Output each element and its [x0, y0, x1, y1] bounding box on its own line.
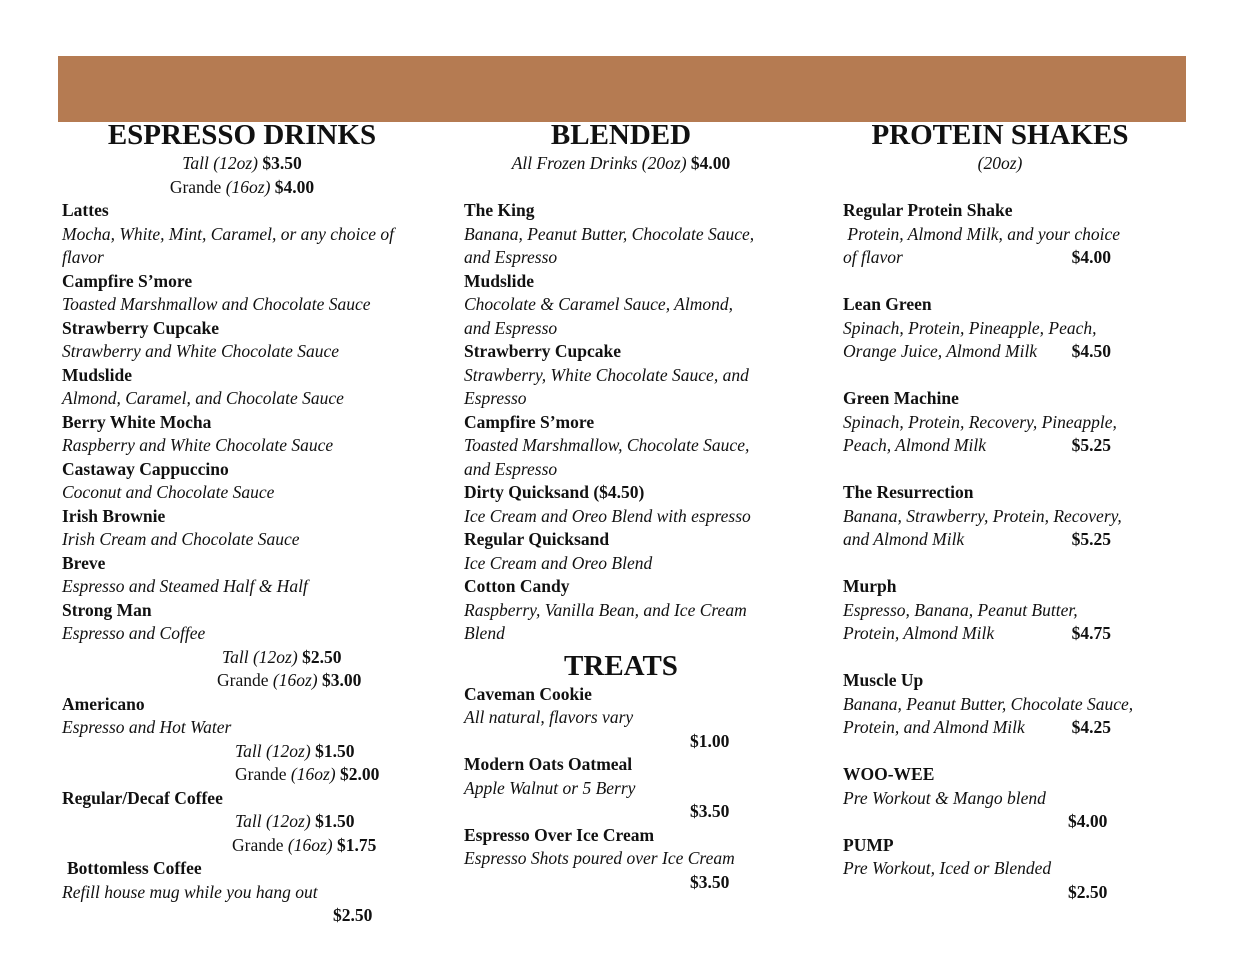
americano-tall-price: Tall (12oz) $1.50	[235, 740, 355, 761]
muscle-up-price: $4.25	[1071, 717, 1111, 737]
bottomless-coffee-price: $2.50	[333, 905, 373, 925]
blended-subtitle: All Frozen Drinks (20oz) $4.00	[511, 153, 731, 173]
menu-item-lattes: Lattes Mocha, White, Mint, Caramel, or any choice of flavor	[62, 200, 394, 267]
menu-item-regular-protein-shake: Regular Protein Shake Protein, Almond Milk, and your choice of flavor $4.00	[843, 199, 1173, 270]
menu-item-irish-brownie: Irish Brownie Irish Cream and Chocolate Sauce	[62, 505, 300, 549]
menu-item-breve: Breve Espresso and Steamed Half & Half	[62, 552, 308, 596]
espresso-column	[62, 118, 422, 928]
blended-column	[464, 118, 794, 894]
menu-item-berry-white-mocha: Berry White Mocha Raspberry and White Chocolate Sauce	[62, 411, 334, 455]
protein-subtitle: (20oz)	[977, 153, 1023, 173]
menu-item-strong-man: Strong Man Espresso and Coffee	[62, 599, 206, 643]
blended-title: BLENDED	[550, 119, 692, 151]
americano-grande-price: Grande (16oz) $2.00	[235, 764, 380, 784]
menu-item-the-resurrection: The Resurrection Banana, Strawberry, Protein, Recovery, and Almond Milk $5.25	[843, 481, 1173, 552]
espresso-title: ESPRESSO DRINKS	[107, 119, 377, 151]
menu-item-blended-strawberry-cupcake: Strawberry Cupcake Strawberry, White Chocolate Sauce, and Espresso	[464, 341, 749, 408]
espresso-over-ice-cream-price: $3.50	[690, 871, 730, 892]
strong-man-grande-price: Grande (16oz) $3.00	[217, 670, 362, 690]
menu-item-regular-quicksand: Regular Quicksand Ice Cream and Oreo Blend	[464, 529, 653, 573]
menu-item-espresso-over-ice-cream: Espresso Over Ice Cream Espresso Shots poured over Ice Cream $3.50	[464, 824, 794, 895]
menu-item-modern-oats-oatmeal: Modern Oats Oatmeal Apple Walnut or 5 Berry $3.50	[464, 753, 794, 824]
menu-item-pump: PUMP Pre Workout, Iced or Blended $2.50	[843, 834, 1173, 905]
menu-item-blended-campfire-smore: Campfire S’more Toasted Marshmallow, Chocolate Sauce, and Espresso	[464, 411, 750, 479]
menu-item-castaway-cappuccino: Castaway Cappuccino Coconut and Chocolate Sauce	[62, 458, 275, 502]
protein-title: PROTEIN SHAKES	[871, 119, 1129, 151]
green-machine-price: $5.25	[1071, 435, 1111, 455]
treats-title: TREATS	[564, 649, 678, 682]
menu-item-strawberry-cupcake: Strawberry Cupcake Strawberry and White Chocolate Sauce	[62, 317, 340, 361]
menu-item-cotton-candy: Cotton Candy Raspberry, Vanilla Bean, and Ice Cream Blend	[464, 576, 747, 643]
menu-item-woo-wee: WOO-WEE Pre Workout & Mango blend $4.00	[843, 763, 1173, 834]
menu-item-bottomless-coffee: Bottomless Coffee Refill house mug while you hang out	[62, 858, 318, 902]
lean-green-price: $4.50	[1071, 341, 1111, 361]
header-banner	[58, 56, 1186, 122]
menu-item-mudslide: Mudslide Almond, Caramel, and Chocolate Sauce	[62, 364, 344, 408]
menu-item-caveman-cookie: Caveman Cookie All natural, flavors vary $1.00	[464, 683, 794, 754]
murph-price: $4.75	[1071, 623, 1111, 643]
protein-column	[843, 118, 1173, 904]
menu-item-regular-decaf-coffee: Regular/Decaf Coffee	[62, 787, 223, 808]
menu-item-the-king: The King Banana, Peanut Butter, Chocolate Sauce, and Espresso	[464, 200, 755, 267]
coffee-grande-price: Grande (16oz) $1.75	[232, 834, 377, 855]
pump-price: $2.50	[1068, 881, 1108, 902]
menu-item-murph: Murph Espresso, Banana, Peanut Butter, Protein, Almond Milk $4.75	[843, 575, 1173, 646]
menu-item-blended-mudslide: Mudslide Chocolate & Caramel Sauce, Almond, and Espresso	[464, 270, 733, 338]
espresso-grande-price: Grande (16oz) $4.00	[169, 176, 315, 197]
menu-item-muscle-up: Muscle Up Banana, Peanut Butter, Chocolate Sauce, Protein, and Almond Milk $4.25	[843, 669, 1173, 740]
the-resurrection-price: $5.25	[1071, 529, 1111, 549]
menu-item-campfire-smore: Campfire S’more Toasted Marshmallow and Chocolate Sauce	[62, 270, 371, 314]
coffee-tall-price: Tall (12oz) $1.50	[235, 811, 355, 831]
menu-item-americano: Americano Espresso and Hot Water	[62, 693, 232, 737]
oatmeal-price: $3.50	[690, 801, 730, 821]
caveman-cookie-price: $1.00	[690, 730, 730, 751]
menu-item-green-machine: Green Machine Spinach, Protein, Recovery, Pineapple, Peach, Almond Milk $5.25	[843, 387, 1173, 458]
menu-item-dirty-quicksand: Dirty Quicksand ($4.50) Ice Cream and Oreo Blend with espresso	[464, 482, 751, 526]
woo-wee-price: $4.00	[1068, 811, 1108, 831]
regular-protein-shake-price: $4.00	[1071, 247, 1111, 267]
menu-item-lean-green: Lean Green Spinach, Protein, Pineapple, Peach, Orange Juice, Almond Milk $4.50	[843, 293, 1173, 364]
espresso-tall-price: Tall (12oz) $3.50	[182, 153, 302, 173]
strong-man-tall-price: Tall (12oz) $2.50	[222, 646, 342, 667]
